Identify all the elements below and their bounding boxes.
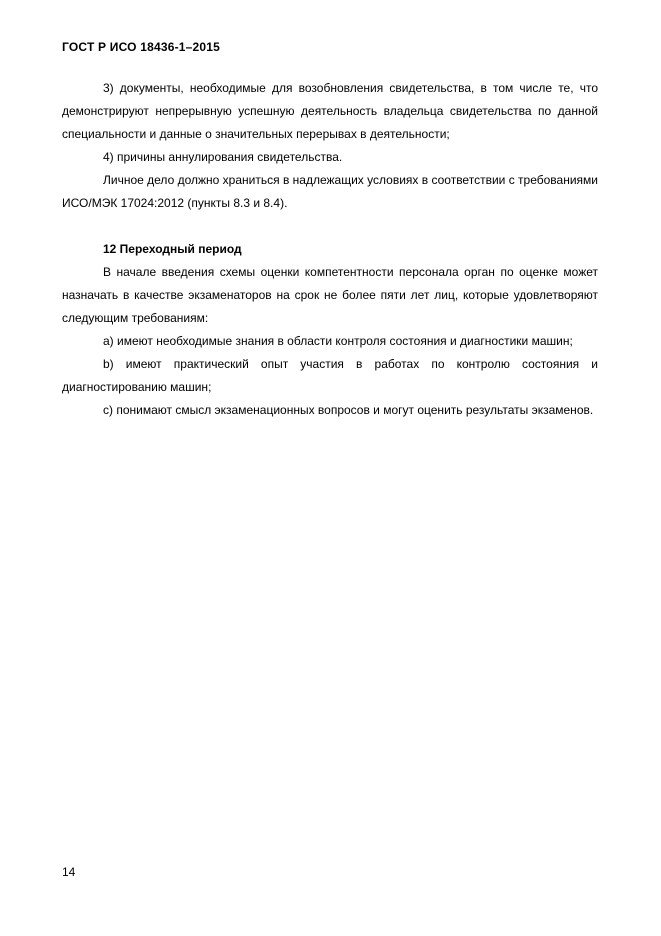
document-header: ГОСТ Р ИСО 18436-1–2015 (62, 40, 221, 54)
paragraph-requirement-c: c) понимают смысл экзаменационных вопросов и могут оценить результаты экзаменов. (103, 403, 594, 417)
paragraph-item-3: 3) документы, необходимые для возобновления свидетельства, в том числе те, что демонстрируют непрерывную успешную деятельность владельца свидетельства по данной специальности и данные о значительных перерывах в деятельности; (62, 81, 598, 141)
page-number: 14 (62, 865, 76, 879)
document-body (62, 77, 598, 422)
paragraph-requirement-b: b) имеют практический опыт участия в работах по контролю состояния и диагностированию машин; (62, 357, 598, 394)
paragraph-requirement-a: a) имеют необходимые знания в области контроля состояния и диагностики машин; (103, 334, 573, 348)
paragraph-personal-file: Личное дело должно храниться в надлежащих условиях в соответствии с требованиями ИСО/МЭК 17024:2012 (пункты 8.3 и 8.4). (62, 173, 598, 210)
section-title: 12 Переходный период (103, 242, 242, 256)
section-spacer (62, 215, 598, 238)
paragraph-intro: В начале введения схемы оценки компетентности персонала орган по оценке может назначать в качестве экзаменаторов на срок не более пяти лет лиц, которые удовлетворяют следующим требованиям: (62, 265, 598, 325)
paragraph-item-4: 4) причины аннулирования свидетельства. (103, 150, 343, 164)
